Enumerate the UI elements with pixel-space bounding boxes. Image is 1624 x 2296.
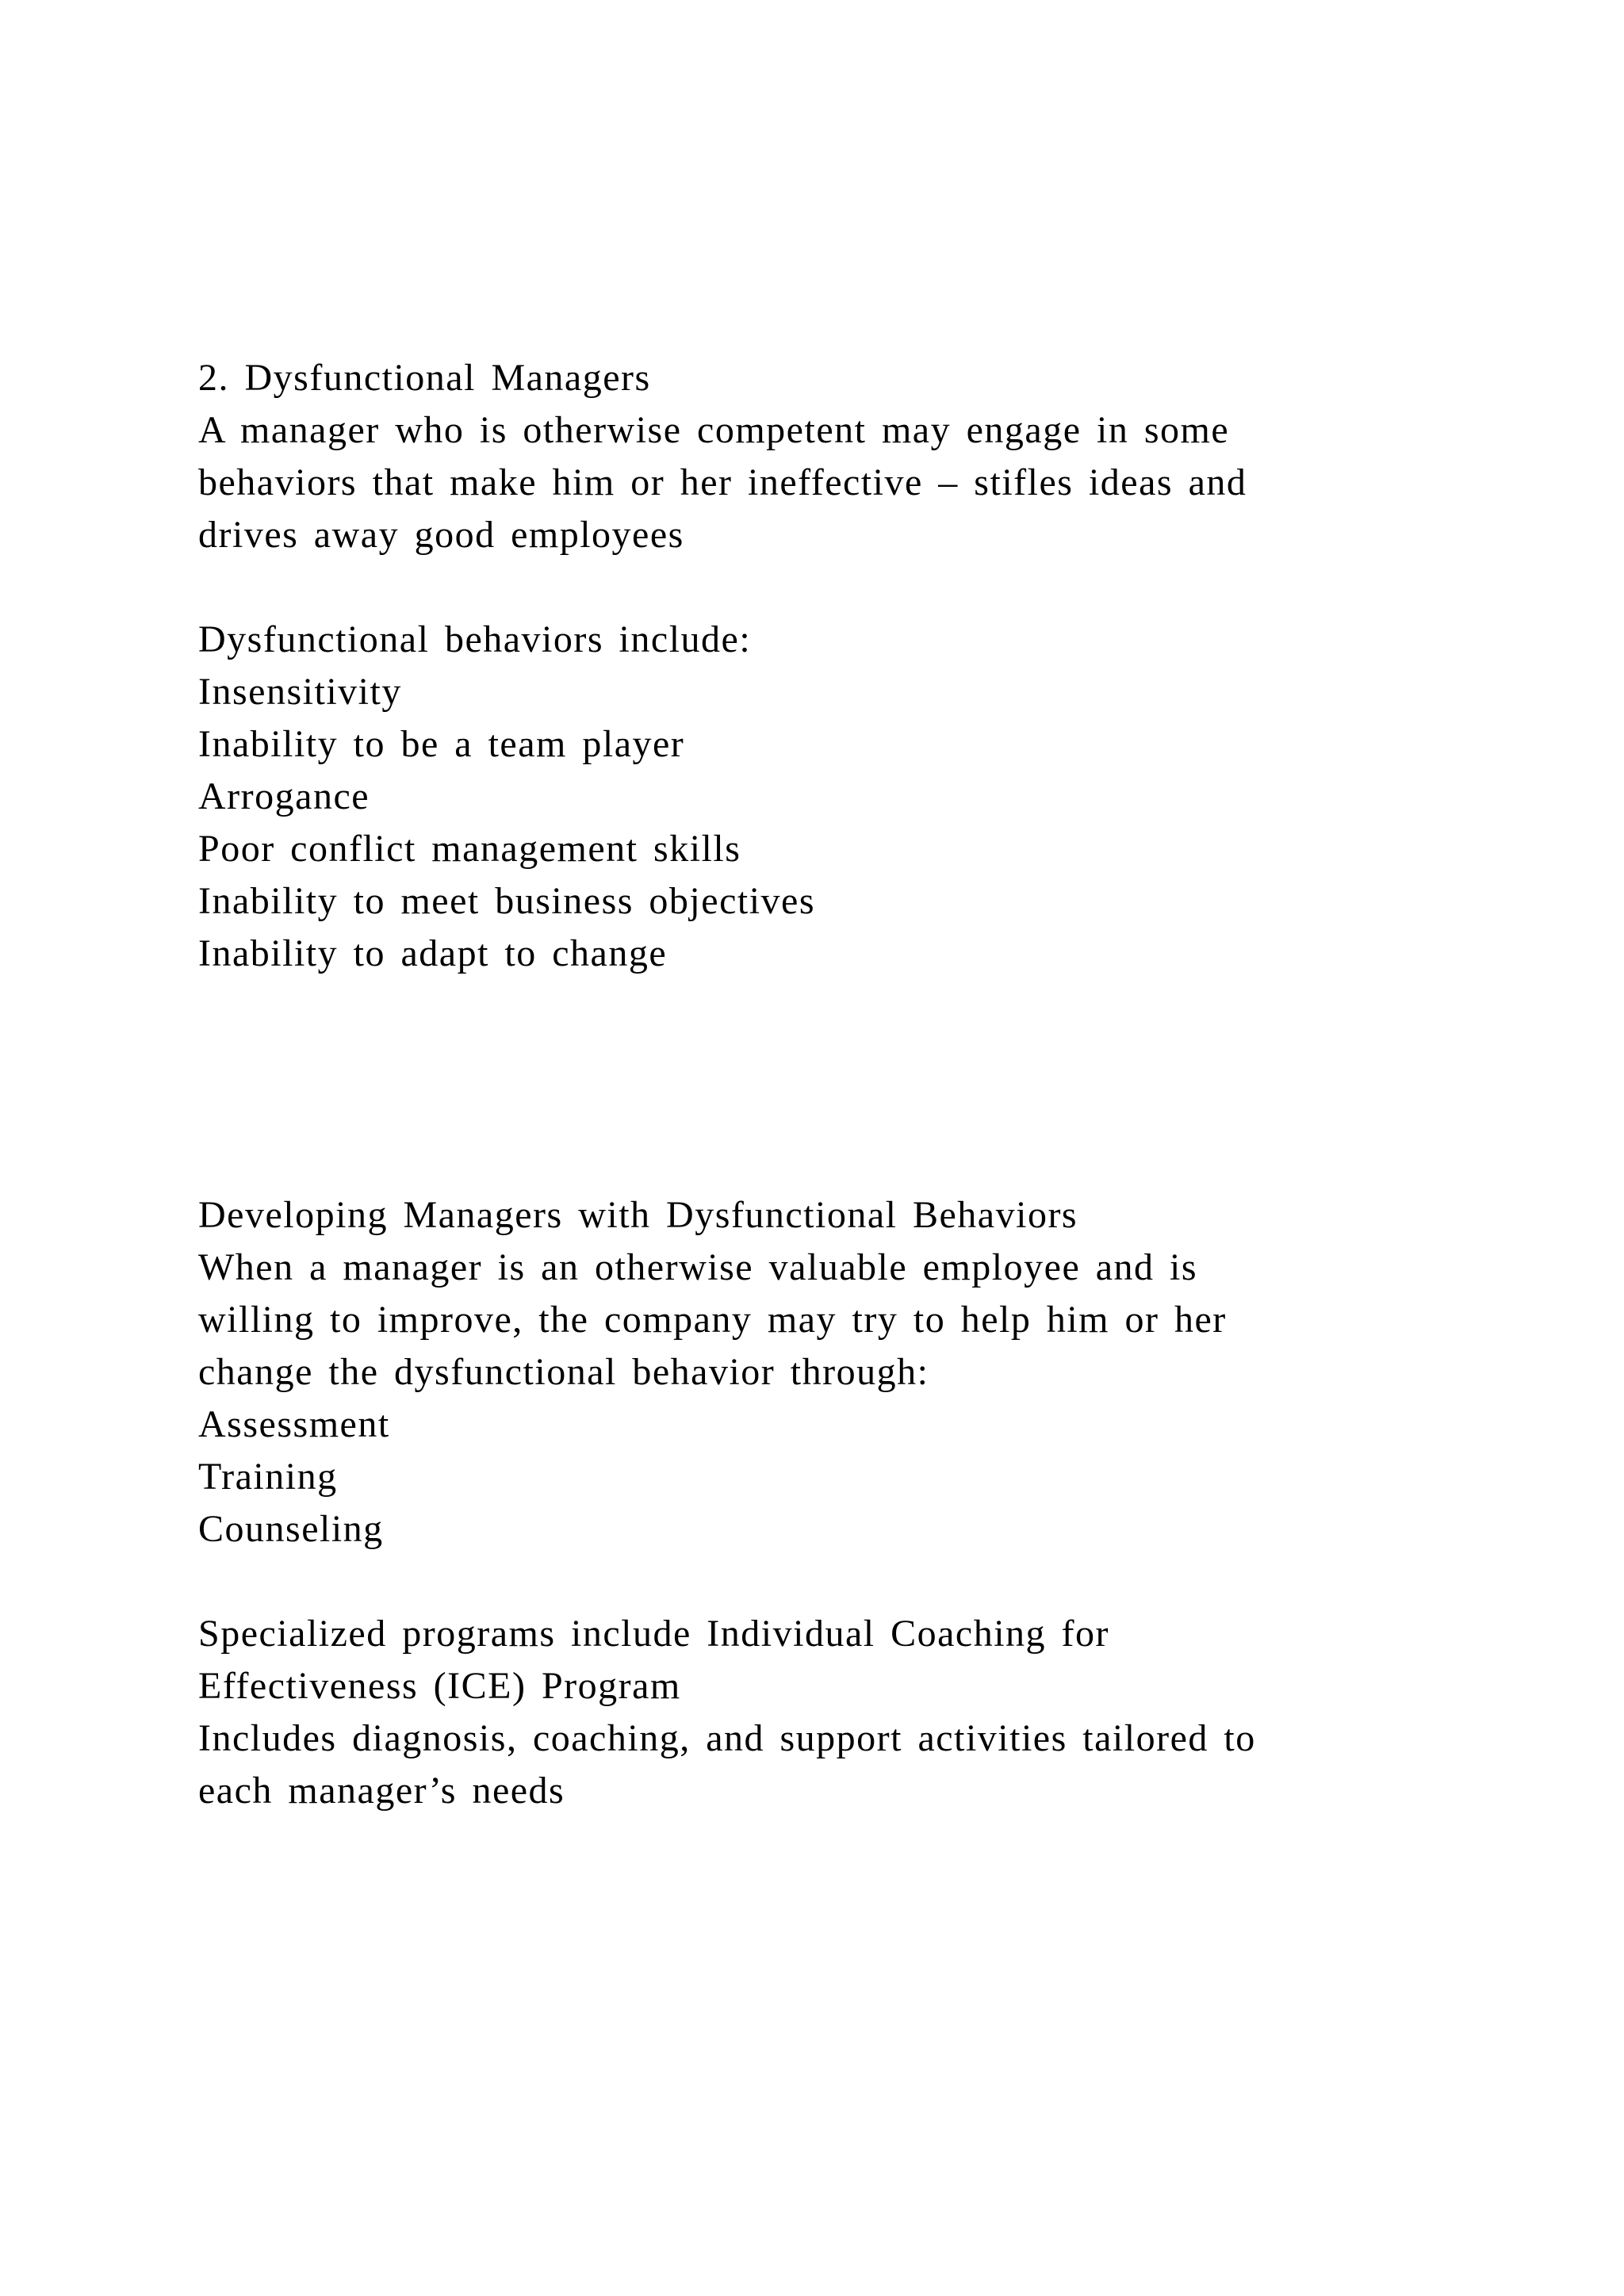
list-item: Arrogance: [198, 775, 370, 817]
section-developing-managers: [198, 1189, 1467, 1817]
programs-line: Effectiveness (ICE) Program: [198, 1665, 681, 1707]
paragraph-line: behaviors that make him or her ineffective – stifles ideas and: [198, 461, 1247, 503]
paragraph-line: change the dysfunctional behavior through:: [198, 1351, 929, 1393]
list-item: Counseling: [198, 1508, 384, 1550]
paragraph-line: drives away good employees: [198, 514, 684, 556]
section-heading: 2. Dysfunctional Managers: [198, 357, 651, 399]
programs-line: Includes diagnosis, coaching, and support activities tailored to: [198, 1717, 1256, 1759]
paragraph-line: When a manager is an otherwise valuable employee and is: [198, 1246, 1198, 1288]
section-heading: Developing Managers with Dysfunctional Behaviors: [198, 1194, 1078, 1236]
list-item: Insensitivity: [198, 671, 402, 713]
list-item: Assessment: [198, 1403, 390, 1445]
list-item: Inability to meet business objectives: [198, 880, 816, 922]
programs-line: Specialized programs include Individual Coaching for: [198, 1613, 1110, 1655]
blank-line: [198, 561, 1467, 614]
list-item: Poor conflict management skills: [198, 828, 741, 870]
list-intro: Dysfunctional behaviors include:: [198, 618, 752, 660]
paragraph-line: willing to improve, the company may try to help him or her: [198, 1299, 1227, 1341]
section-dysfunctional-managers: [198, 352, 1467, 980]
list-item: Inability to be a team player: [198, 723, 685, 765]
blank-line: [198, 1556, 1467, 1608]
list-item: Training: [198, 1456, 338, 1498]
programs-line: each manager’s needs: [198, 1770, 565, 1812]
paragraph-line: A manager who is otherwise competent may engage in some: [198, 409, 1230, 451]
list-item: Inability to adapt to change: [198, 932, 668, 974]
